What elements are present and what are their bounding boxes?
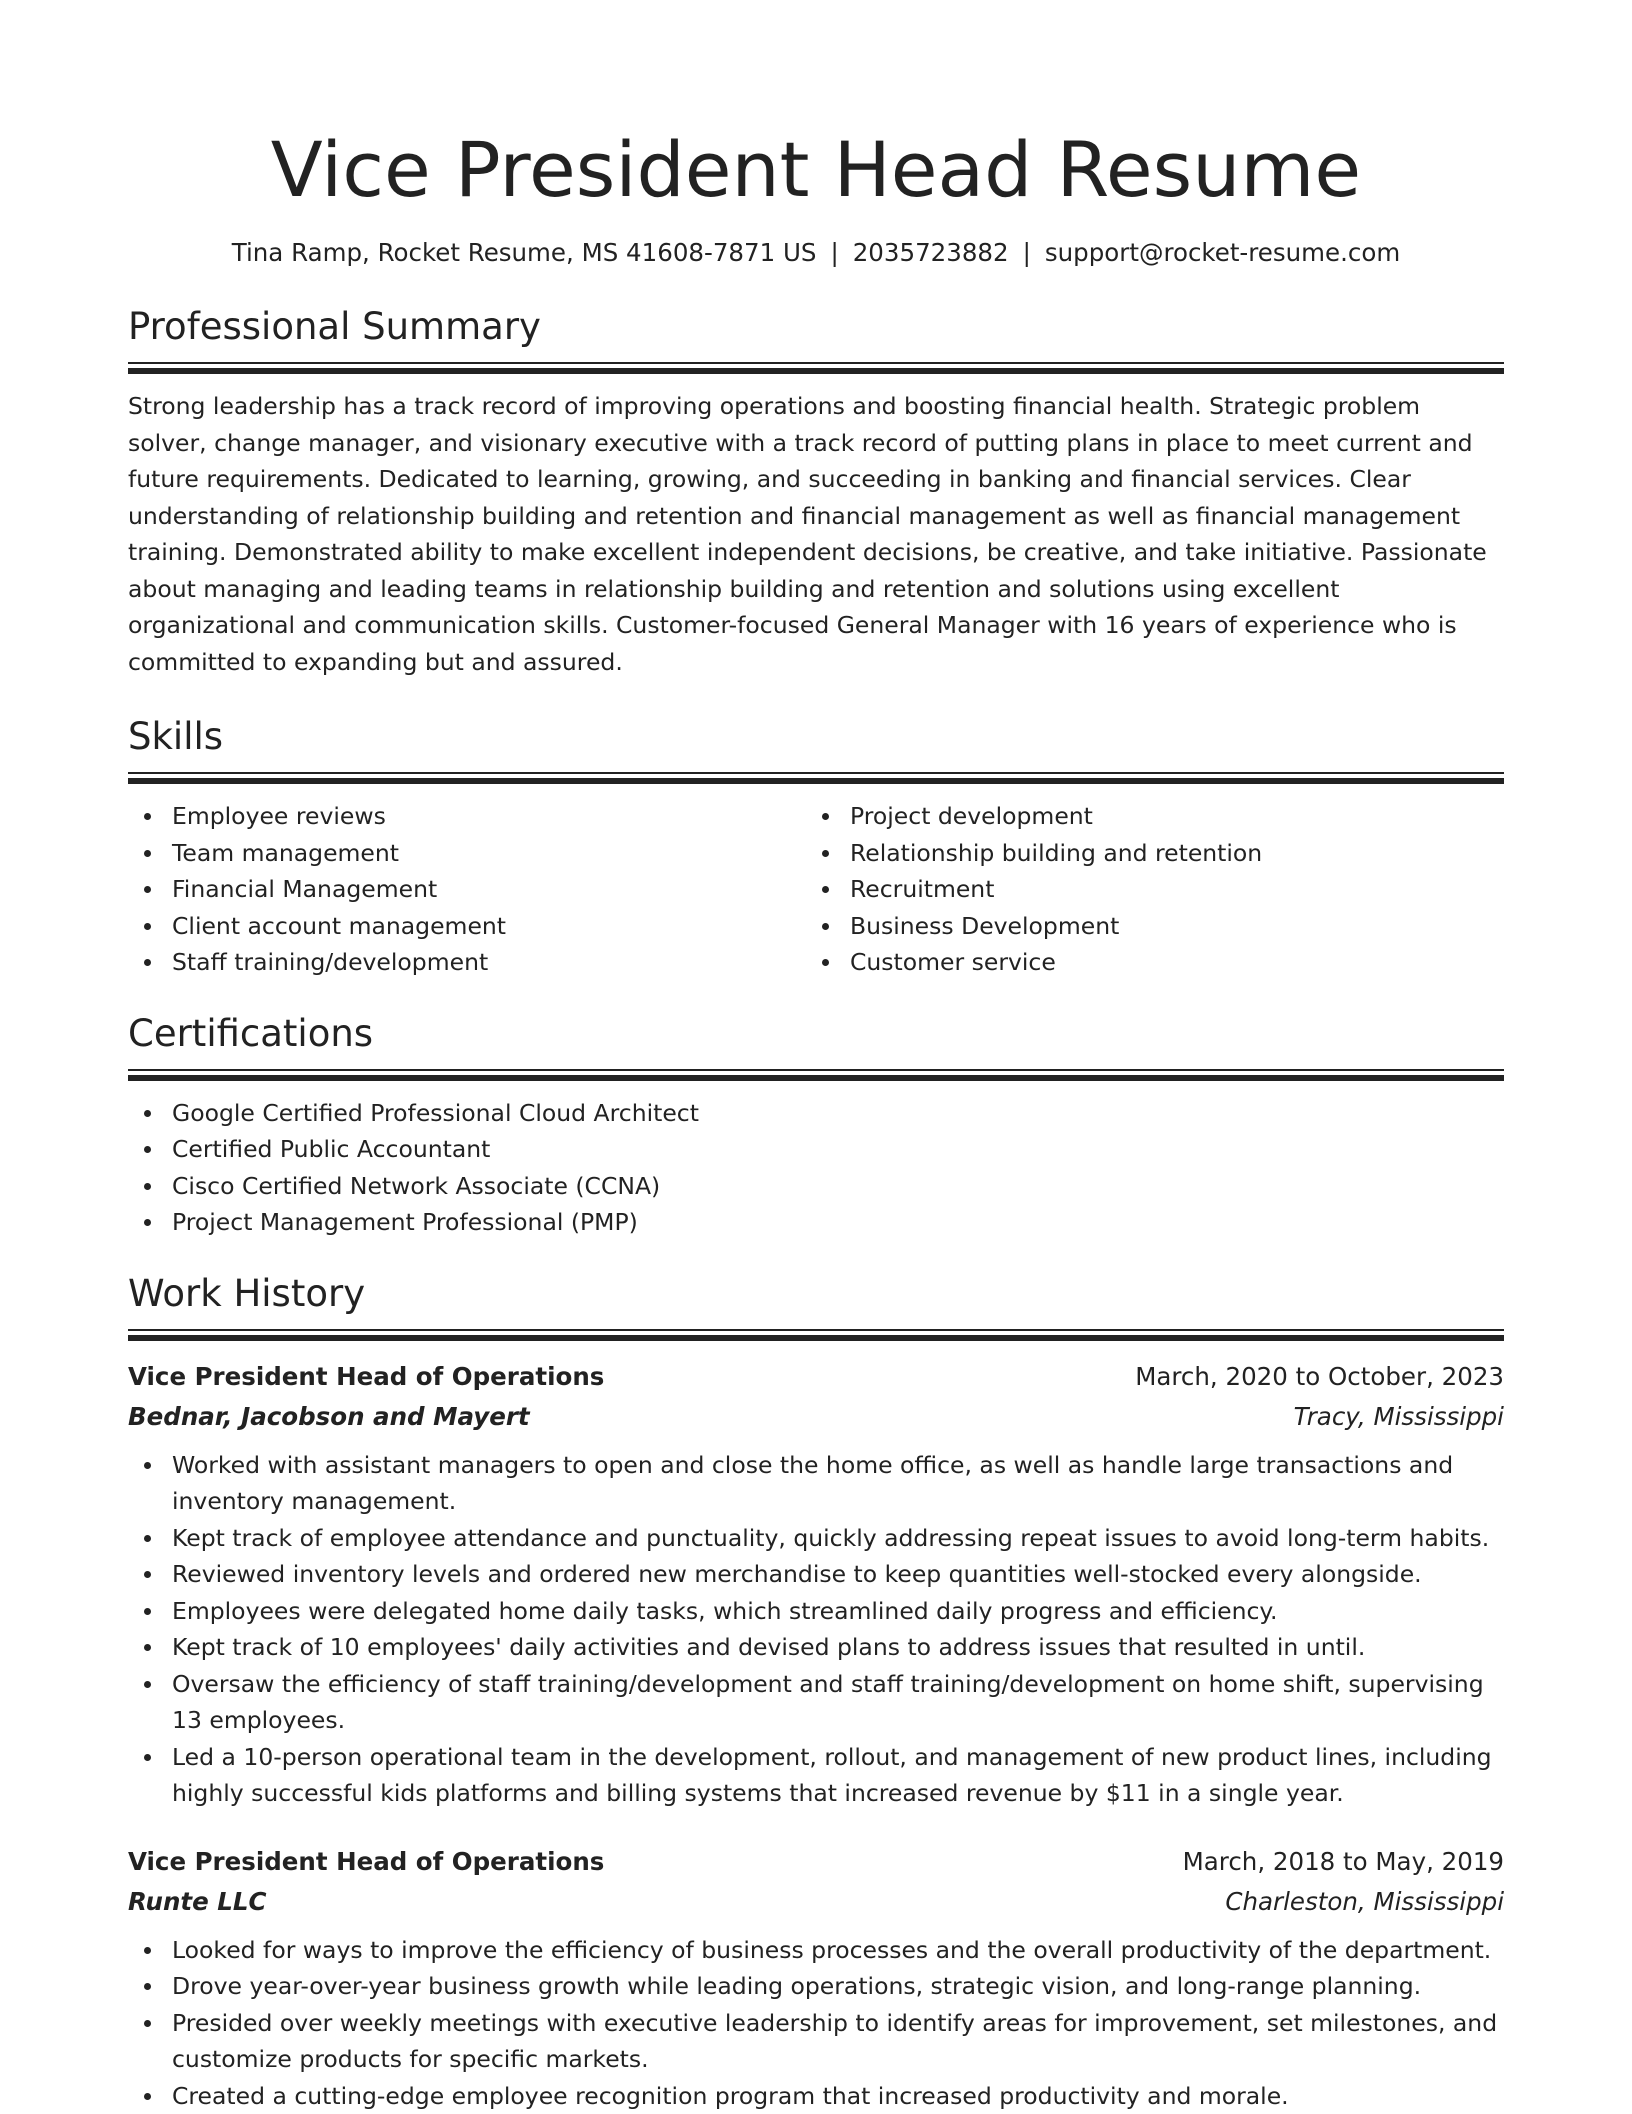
job-title: Vice President Head of Operations <box>128 1357 604 1397</box>
certification-item: Google Certified Professional Cloud Architect <box>172 1095 1504 1132</box>
contact-phone: 2035723882 <box>853 238 1009 267</box>
skill-item: Business Development <box>850 908 1484 945</box>
job-subheader <box>128 1397 1504 1437</box>
work-history-section <box>128 1271 1504 2114</box>
job-bullets <box>128 1932 1504 2114</box>
skill-item: Employee reviews <box>172 798 806 835</box>
certification-item: Cisco Certified Network Associate (CCNA) <box>172 1168 1504 1205</box>
certifications-list <box>128 1095 1504 1241</box>
section-divider <box>128 772 1504 784</box>
skills-list-right <box>806 798 1484 981</box>
job-bullet: Oversaw the efficiency of staff training/development and staff training/development on home shift, supervising 13 employees. <box>172 1666 1504 1739</box>
skill-item: Relationship building and retention <box>850 835 1484 872</box>
job-bullet: Looked for ways to improve the efficiency of business processes and the overall productivity of the department. <box>172 1932 1504 1969</box>
skills-section <box>128 714 1504 981</box>
job-header <box>128 1842 1504 1882</box>
job-bullet: Drove year-over-year business growth while leading operations, strategic vision, and long-range planning. <box>172 1968 1504 2005</box>
job-entry <box>128 1357 1504 1812</box>
job-bullet: Kept track of 10 employees' daily activities and devised plans to address issues that resulted in until. <box>172 1629 1504 1666</box>
skill-item: Recruitment <box>850 871 1484 908</box>
job-dates: March, 2018 to May, 2019 <box>1183 1842 1504 1882</box>
job-company: Runte LLC <box>128 1882 266 1922</box>
resume-page <box>128 0 1504 2114</box>
section-heading-skills: Skills <box>128 714 1504 760</box>
job-bullet: Worked with assistant managers to open and close the home office, as well as handle large transactions and inventory management. <box>172 1447 1504 1520</box>
job-entry <box>128 1842 1504 2114</box>
section-heading-certifications: Certifications <box>128 1011 1504 1057</box>
resume-title: Vice President Head Resume <box>128 118 1504 222</box>
job-bullet: Employees were delegated home daily tasks, which streamlined daily progress and efficiency. <box>172 1593 1504 1630</box>
contact-line <box>128 236 1504 270</box>
skills-grid <box>128 798 1504 981</box>
skill-item: Staff training/development <box>172 944 806 981</box>
job-dates: March, 2020 to October, 2023 <box>1135 1357 1504 1397</box>
certification-item: Certified Public Accountant <box>172 1131 1504 1168</box>
job-location: Tracy, Mississippi <box>1294 1397 1504 1437</box>
job-subheader <box>128 1882 1504 1922</box>
section-divider <box>128 362 1504 374</box>
job-location: Charleston, Mississippi <box>1225 1882 1504 1922</box>
contact-separator: | <box>816 238 852 267</box>
skill-item: Project development <box>850 798 1484 835</box>
job-bullet: Created a cutting-edge employee recognition program that increased productivity and morale. <box>172 2078 1504 2114</box>
skill-item: Financial Management <box>172 871 806 908</box>
skill-item: Team management <box>172 835 806 872</box>
contact-email: support@rocket-resume.com <box>1045 238 1400 267</box>
summary-section <box>128 304 1504 680</box>
job-title: Vice President Head of Operations <box>128 1842 604 1882</box>
job-company: Bednar, Jacobson and Mayert <box>128 1397 530 1437</box>
job-bullets <box>128 1447 1504 1812</box>
certification-item: Project Management Professional (PMP) <box>172 1204 1504 1241</box>
contact-separator: | <box>1009 238 1045 267</box>
section-heading-work-history: Work History <box>128 1271 1504 1317</box>
section-divider <box>128 1069 1504 1081</box>
certifications-section <box>128 1011 1504 1241</box>
section-divider <box>128 1329 1504 1341</box>
skills-list-left <box>128 798 806 981</box>
job-bullet: Reviewed inventory levels and ordered new merchandise to keep quantities well-stocked every alongside. <box>172 1556 1504 1593</box>
job-bullet: Led a 10-person operational team in the development, rollout, and management of new product lines, including highly successful kids platforms and billing systems that increased revenue by $11 in a single year. <box>172 1739 1504 1812</box>
job-header <box>128 1357 1504 1397</box>
section-heading-summary: Professional Summary <box>128 304 1504 350</box>
job-bullet: Presided over weekly meetings with executive leadership to identify areas for improvement, set milestones, and customize products for specific markets. <box>172 2005 1504 2078</box>
job-bullet: Kept track of employee attendance and punctuality, quickly addressing repeat issues to avoid long-term habits. <box>172 1520 1504 1557</box>
skill-item: Customer service <box>850 944 1484 981</box>
contact-address: Tina Ramp, Rocket Resume, MS 41608-7871 US <box>232 238 817 267</box>
summary-text: Strong leadership has a track record of improving operations and boosting financial health. Strategic problem solver, change manager, and visionary executive with a track record of putting plans in place to meet current and future requirements. Dedicated to learning, growing, and succeeding in banking and financial services. Clear understanding of relationship building and retention and financial management as well as financial management training. Demonstrated ability to make excellent independent decisions, be creative, and take initiative. Passionate about managing and leading teams in relationship building and retention and solutions using excellent organizational and communication skills. Customer-focused General Manager with 16 years of experience who is committed to expanding but and assured. <box>128 388 1504 680</box>
skill-item: Client account management <box>172 908 806 945</box>
